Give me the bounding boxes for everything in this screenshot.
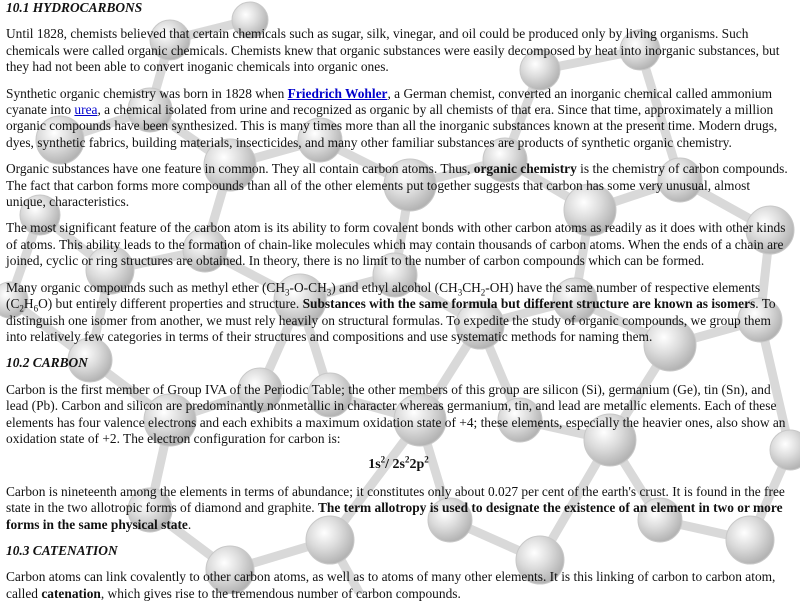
- text-run: Carbon is nineteenth among the elements in terms of abundance; it constitutes only about 0.027 per cent of the earth's crust. It is found in the free state in the two allotropic forms of diamond and graphite.: [6, 483, 785, 516]
- text-run: , a chemical isolated from urine and recognized as organic by all chemists of that era. Since that time, approximately a million organic compounds have been synthesized. This is many times more than all the inorganic substances known at the present time. Modern drugs, dyes, synthetic fabrics, building materials, insecticides, and many other familiar substances are products of synthetic organic chemistry.: [6, 102, 778, 150]
- paragraph-abundance-allotropy: [6, 484, 791, 533]
- text-run: O) but entirely different properties and structure.: [38, 296, 303, 312]
- paragraph-carbon-bonding: The most significant feature of the carbon atom is its ability to form covalent bonds with other carbon atoms as readily as it does with other kinds of atoms. This ability leads to the formation of chain-like molecules which may contain thousands of carbon atoms. When the ends of a chain are joined, cyclic or ring structures are obtained. In theory, there is no limit to the number of carbon compounds which can be formed.: [6, 220, 786, 269]
- text-run: 1s: [368, 457, 381, 473]
- paragraph-group-iva: Carbon is the first member of Group IVA of the Periodic Table; the other members of this group are silicon (Si), germanium (Ge), tin (Sn), and lead (Pb). Carbon and silicon are predominantly nonmetallic in character whereas germanium, tin, and lead are metallic elements. Each of these elements has four valence electrons and each exhibits a maximum oxidation state of +4; these elements, especially the heavier ones, also show an oxidation state of +2. The electron configuration for carbon is:: [6, 381, 786, 446]
- text-run: , a German chemist, converted an inorganic chemical called ammonium cyanate into: [6, 85, 773, 118]
- superscript: 2: [380, 454, 386, 465]
- bold-term-catenation: catenation: [41, 585, 101, 601]
- text-run: Organic substances have one feature in common. They all contain carbon atoms. Thus,: [6, 161, 474, 177]
- bold-term-organic-chemistry: organic chemistry: [473, 161, 577, 177]
- text-run: Many organic compounds such as methyl ether (CH: [6, 279, 286, 295]
- link-friedrich-wohler[interactable]: Friedrich Wohler: [287, 85, 388, 101]
- text-run: CH: [462, 279, 481, 295]
- section-heading-catenation: 10.3 CATENATION: [6, 542, 118, 558]
- text-run: , which gives rise to the tremendous number of carbon compounds.: [100, 585, 461, 601]
- text-run: 2p: [409, 457, 425, 473]
- paragraph-synthetic-organic-chemistry: [6, 86, 791, 152]
- subscript: 3: [457, 287, 463, 298]
- subscript: 3: [326, 287, 332, 298]
- subscript: 2: [19, 303, 24, 314]
- paragraph-isomers: [6, 280, 791, 346]
- superscript: 2: [424, 454, 429, 465]
- text-run: Synthetic organic chemistry was born in 1828 when: [6, 85, 288, 101]
- electron-configuration-formula: [6, 454, 791, 473]
- paragraph-organic-chemicals: Until 1828, chemists believed that certain chemicals such as sugar, silk, vinegar, and oil could be produced only by living organisms. Such chemicals were called organic chemicals. Chemists knew that organic substances were easily decomposed by heat into inorganic substances, but they had not been able to convert inoganic chemicals into organic ones.: [6, 26, 780, 75]
- text-run: -OH) have the same number of respective elements (C: [6, 279, 761, 312]
- superscript: 2: [405, 454, 410, 465]
- subscript: 3: [285, 287, 290, 298]
- text-run: -O-CH: [289, 279, 327, 295]
- text-run: H: [23, 296, 34, 312]
- text-run: ) and ethyl alcohol (CH: [331, 279, 458, 295]
- text-run: is the chemistry of carbon compounds. The fact that carbon forms more compounds than all of the other elements put together suggests that carbon has some very unusual, almost unique, characteristics.: [6, 161, 788, 210]
- text-run: Carbon atoms can link covalently to other carbon atoms, as well as to atoms of many other elements. It is this linking of carbon to carbon atom, called: [6, 569, 776, 601]
- paragraph-catenation: [6, 569, 791, 602]
- subscript: 6: [33, 303, 39, 314]
- section-heading-carbon: 10.2 CARBON: [6, 355, 88, 371]
- text-run: . To distinguish one isomer from another, we must rely heavily on structural formulas. To expedite the study of organic compounds, we group them into relatively few categories in terms of their structures and compositions and use systematic methods for naming them.: [6, 296, 776, 344]
- link-urea[interactable]: urea: [74, 102, 98, 118]
- bold-allotropy-definition: The term allotropy is used to designate the existence of an element in two or more forms in the same physical state: [6, 500, 783, 532]
- text-run: .: [187, 516, 192, 532]
- bold-isomers-definition: Substances with the same formula but different structure are known as isomers: [302, 296, 756, 312]
- text-run: / 2s: [385, 457, 405, 473]
- subscript: 2: [480, 287, 486, 298]
- section-heading-hydrocarbons: 10.1 HYDROCARBONS: [6, 0, 143, 15]
- paragraph-carbon-compounds: [6, 161, 791, 210]
